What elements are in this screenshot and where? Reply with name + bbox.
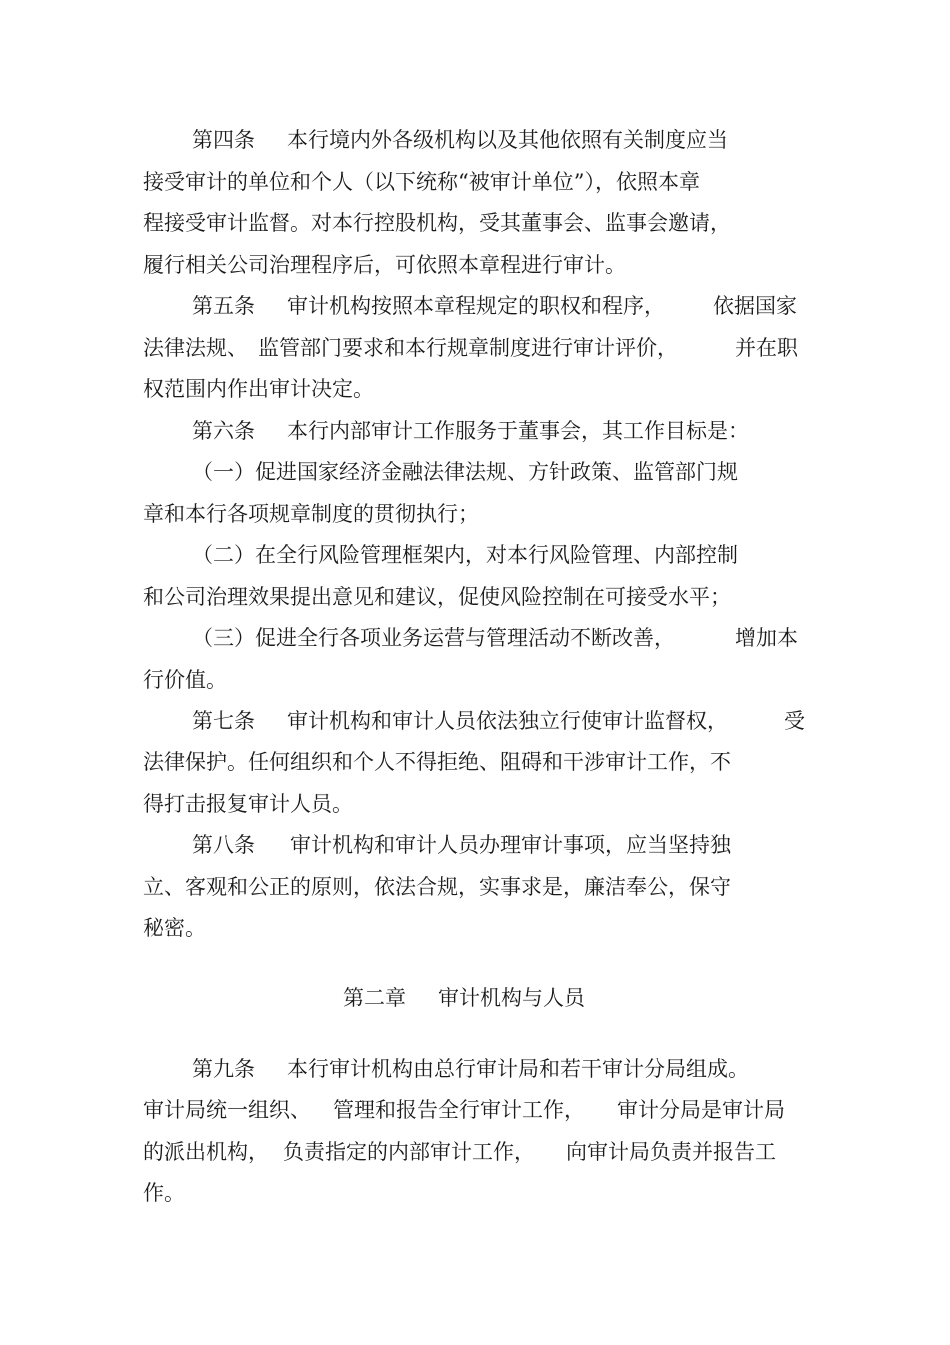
article-text: 审计局统一组织、 bbox=[143, 1098, 311, 1122]
article-6-item-2-line-1 bbox=[0, 540, 738, 570]
article-text: 审计机构和审计人员办理审计事项，应当坚持独 bbox=[290, 833, 731, 857]
article-text: 立、客观和公正的原则，依法合规，实事求是，廉洁奉公，保守 bbox=[143, 875, 731, 899]
article-text: 作。 bbox=[143, 1181, 185, 1205]
article-text: 得打击报复审计人员。 bbox=[143, 792, 353, 816]
article-text: 法律法规、 bbox=[143, 336, 248, 360]
article-9-line-1 bbox=[0, 1054, 749, 1084]
article-text: 程接受审计监督。对本行控股机构，受其董事会、监事会邀请， bbox=[143, 211, 731, 235]
article-number: 第六条 bbox=[192, 419, 255, 443]
article-number: 第八条 bbox=[192, 833, 255, 857]
article-4-line-3 bbox=[0, 208, 731, 238]
article-6-item-2-line-2 bbox=[0, 582, 731, 612]
article-6-item-3-line-2 bbox=[0, 665, 227, 695]
article-5-line-3 bbox=[0, 374, 374, 404]
article-text: 秘密。 bbox=[143, 916, 206, 940]
article-text: 依据国家 bbox=[713, 294, 797, 318]
article-6-item-1-line-2 bbox=[0, 499, 479, 529]
article-text: 法律保护。任何组织和个人不得拒绝、阻碍和干涉审计工作，不 bbox=[143, 750, 731, 774]
article-number: 第五条 bbox=[192, 294, 255, 318]
chapter-heading bbox=[0, 983, 585, 1013]
article-8-line-3 bbox=[0, 913, 206, 943]
article-number: 第九条 bbox=[192, 1057, 255, 1081]
article-7-line-3 bbox=[0, 789, 353, 819]
article-text: 受 bbox=[784, 709, 805, 733]
list-item-text: （三）促进全行各项业务运营与管理活动不断改善， bbox=[192, 626, 675, 650]
article-number: 第四条 bbox=[192, 128, 255, 152]
article-9-line-3 bbox=[0, 1137, 776, 1167]
article-text: 审计分局是审计局 bbox=[617, 1098, 785, 1122]
article-text: 本行内部审计工作服务于董事会，其工作目标是： bbox=[287, 419, 749, 443]
list-item-text: 章和本行各项规章制度的贯彻执行； bbox=[143, 502, 479, 526]
article-text: 本行审计机构由总行审计局和若干审计分局组成。 bbox=[287, 1057, 749, 1081]
article-4-line-1 bbox=[0, 125, 728, 155]
article-7-line-2 bbox=[0, 747, 731, 777]
article-text: 权范围内作出审计决定。 bbox=[143, 377, 374, 401]
article-9-line-4 bbox=[0, 1178, 185, 1208]
article-6-line-1 bbox=[0, 416, 749, 446]
list-item-text: 增加本 bbox=[735, 626, 798, 650]
article-text: 向审计局负责并报告工 bbox=[566, 1140, 776, 1164]
article-text: 负责指定的内部审计工作， bbox=[283, 1140, 535, 1164]
chapter-title: 审计机构与人员 bbox=[438, 986, 585, 1010]
article-5-line-2 bbox=[0, 333, 798, 363]
article-4-line-4 bbox=[0, 250, 626, 280]
article-text: 监管部门要求和本行规章制度进行审计评价， bbox=[258, 336, 678, 360]
article-6-item-1-line-1 bbox=[0, 457, 738, 487]
article-8-line-2 bbox=[0, 872, 731, 902]
article-4-line-2 bbox=[0, 167, 700, 197]
article-text: 并在职 bbox=[735, 336, 798, 360]
list-item-text: （一）促进国家经济金融法律法规、方针政策、监管部门规 bbox=[192, 460, 738, 484]
article-7-line-1 bbox=[0, 706, 805, 736]
article-text: 管理和报告全行审计工作， bbox=[333, 1098, 585, 1122]
article-5-line-1 bbox=[0, 291, 797, 321]
article-8-line-1 bbox=[0, 830, 731, 860]
article-text: 接受审计的单位和个人（以下统称“被审计单位”），依照本章 bbox=[143, 170, 700, 194]
article-6-item-3-line-1 bbox=[0, 623, 798, 653]
list-item-text: （二）在全行风险管理框架内，对本行风险管理、内部控制 bbox=[192, 543, 738, 567]
article-9-line-2 bbox=[0, 1095, 785, 1125]
list-item-text: 行价值。 bbox=[143, 668, 227, 692]
article-text: 审计机构和审计人员依法独立行使审计监督权， bbox=[287, 709, 728, 733]
chapter-number: 第二章 bbox=[343, 986, 406, 1010]
article-text: 履行相关公司治理程序后，可依照本章程进行审计。 bbox=[143, 253, 626, 277]
article-number: 第七条 bbox=[192, 709, 255, 733]
article-text: 审计机构按照本章程规定的职权和程序， bbox=[287, 294, 665, 318]
article-text: 本行境内外各级机构以及其他依照有关制度应当 bbox=[287, 128, 728, 152]
article-text: 的派出机构， bbox=[143, 1140, 269, 1164]
list-item-text: 和公司治理效果提出意见和建议，促使风险控制在可接受水平； bbox=[143, 585, 731, 609]
